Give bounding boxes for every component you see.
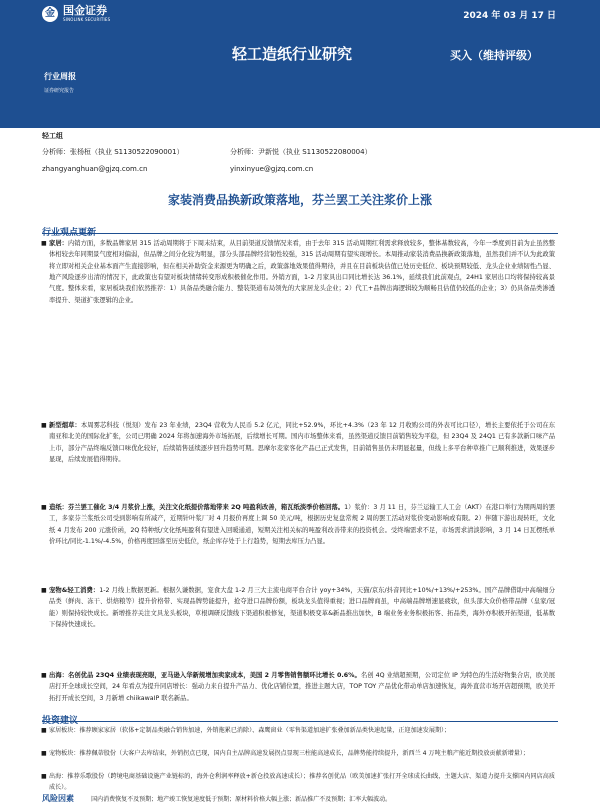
bullet-square-icon: ■ bbox=[41, 672, 47, 679]
section-advice-header bbox=[42, 708, 558, 726]
view-furniture bbox=[41, 238, 556, 306]
view-overseas bbox=[41, 670, 555, 704]
report-subtype: 证券研究报告 bbox=[44, 88, 75, 94]
report-title: 轻工造纸行业研究 bbox=[232, 45, 353, 63]
view-label: 出海：名创优品 23Q4 业绩表现亮眼，亚马逊入华新规增加卖家成本，美国 2 月零售销售额环比增长 0.6%。 bbox=[49, 672, 361, 679]
view-label: 家居： bbox=[49, 240, 68, 247]
analyst-1: 分析师：张杨桓（执业 S1130522090001） bbox=[42, 148, 184, 156]
view-text: 1）浆价：3 月 11 日，芬兰运输工人工会（AKT）在港口举行为期两周的罢工，多家芬兰浆纸公司受到影响有所减产，近期针叶浆厂对 4 月报价再度上调 50 美元/吨，根据历史复盘常规 2 周的罢工活动对浆价变动影响或有限。2）伴随下游出现转旺，文化纸 4 月发布 200 元涨价函，2Q 特种纸/文化纸吨盈利有望进入回暖通道，短期关注相关标的吨盈利改善带来的投资机会。受终端需求不足，市场需求清淡影响，3 月 14 日瓦楞纸单价环比/同比-1.1%/-4.5%，价格再度回落至历史低位，纸企库存处于上行趋势，短期去库压力凸显。 bbox=[49, 504, 555, 546]
section-views-header bbox=[42, 220, 558, 238]
section-advice-title: 投资建议 bbox=[42, 716, 79, 726]
analyst-1-email[interactable]: zhangyanghuan@gjzq.com.cn bbox=[42, 165, 148, 173]
view-text: 名创 4Q 业绩超预期，公司定位 IP 为特色的生活好物集合店，欧美展店打开全球成长空间，24 年看点为提升同店增长：强动力来自提升产品力、优化店铺位置，推进主题大店，TOP TOY 产品优化带动单店加速恢复，海外直营市场开店超预期，欧美开拓打开成长空间，3 月新增 chiikawaIP 联名新品。 bbox=[49, 672, 555, 702]
rating-badge: 买入（维持评级） bbox=[450, 49, 538, 62]
bullet-square-icon: ■ bbox=[41, 240, 47, 247]
advice-pet bbox=[41, 748, 555, 759]
view-label: 新型烟草： bbox=[49, 422, 81, 429]
advice-text: 家居板块：推荐顾家家居（软体+定制品类融合销售加速，外销拖累已消除）、森鹰窗业（零售渠道加速扩张叠加新品类快速起量，正迎加速发展期）； bbox=[49, 727, 451, 734]
bullet-square-icon: ■ bbox=[41, 504, 47, 511]
view-text: 内销方面，多数品牌家居 315 活动周期将于下周末结束，从目前渠道反馈情况来看，由于去年 315 活动周期红利需求释放较多，整体基数较高，今年一季度到目前为止虽然整体相较去年同期景气度相对偏弱，但品牌之间分化较为明显，部分头部品牌经营韧性较强，315 活动周期有望实现增长。本周推动家装消费品换新政策落地，虽然我们并不认为此政策将立即对相关企业基本面产生直接影响，但在相关补助资金来源更为明确之后，政策落地效果值得期待，并且在目前板块估值已处历史低位、板块预期较低、龙头企业业绩韧性凸显、地产风险逐步出清的情况下，此政策也有望对板块情绪转变形成积极催化作用。外销方面，1-2 月家具出口同比增长达 36.1%，延续我们此前观点，24H1 家居出口均将保持较高景气度。整体来看，家居板块我们依然推荐：1）具备品类融合能力、整装渠道布局领先的大家居龙头企业；2）代工+品牌出海逻辑较为顺畅且估值仍较低的企业；3）仍具备品类渗透率提升、渠道扩张逻辑的企业。 bbox=[49, 240, 556, 304]
report-type: 行业周报 bbox=[44, 72, 76, 81]
bullet-square-icon: ■ bbox=[41, 422, 47, 429]
advice-furniture bbox=[41, 725, 555, 736]
logo-icon: 金 bbox=[42, 6, 58, 22]
report-headline: 家装消费品换新政策落地，芬兰罢工关注浆价上涨 bbox=[167, 193, 432, 207]
logo-name-cn: 国金证券 bbox=[63, 4, 107, 17]
view-label: 造纸：芬兰罢工催化 3/4 月浆价上涨，关注文化纸提价落地带来 2Q 吨盈利改善，箱瓦纸淡季价格回落。 bbox=[49, 504, 345, 511]
bullet-square-icon: ■ bbox=[41, 750, 47, 757]
view-text: 1-2 月线上数据更新。根据久谦数据，宠食大盘 1-2 月三大主流电商平台合计 yoy+34%，天猫/京东/抖音同比+10%/+13%/+253%。国产品牌借助中高端细分品类（鲜肉、冻干、烘焙粮等）提升价格带、实现品牌势能提升，抢夺进口品牌份额，板块龙头值得重视；进口品牌商虽，中高端品牌增速显疲软，但头部大众价格带品牌（皇家/冠能）则保持较快成长。新增推荐关注文具龙头板块，草根调研反馈线下渠道积极修复，渠道积极变革&新品推出加快，B 端业务业务积极拓客、拓品类，海外亦积极开拓渠道，低基数下保持快速成长。 bbox=[49, 587, 555, 629]
section-risk-header bbox=[42, 786, 558, 803]
view-text: 本周雾芯科技（悦刻）发布 23 年业绩，23Q4 营收为人民币 5.2 亿元，同比+52.9%，环比+4.3%（23 年 12 月收购公司的外表可比口径），增长主要依托于公司在东南亚和北美的国际化扩张，公司已明确 2024 年将加速海外市场拓展，后续增长可期。国内市场整体来看，虽然渠道反馈目前销售较为平稳，但 23Q4 及 24Q1 已有多款新口味产品上市，部分产品终端反馈口味优化较好，后续销售延续逐步回升趋势可期。思摩尔麦家客化产品已正式发售，目前销售虽仍未明显起量，但线上多平台种草推广已顺利推进，效果逐步显现，后续发展值得期待。 bbox=[49, 422, 556, 464]
risk-text: 国内消费恢复不及预期；地产竣工恢复速度低于预期；原材料价格大幅上涨；新品推广不及预期；汇率大幅波动。 bbox=[91, 796, 392, 803]
brand-logo bbox=[42, 5, 110, 22]
view-e-cigarette bbox=[41, 420, 556, 465]
team-label: 轻工组 bbox=[42, 132, 63, 140]
advice-text: 出海：推荐乐歌股份（跨境电商基础设施产业链标的，海外仓利润率释放+新仓投放高速成长）；推荐名创优品（欧美加速扩张打开全球成长曲线，主题大店、渠道力提升支撑国内同店高质成长）。 bbox=[49, 773, 555, 792]
view-label: 宠物&轻工消费： bbox=[49, 587, 100, 594]
analyst-2: 分析师：尹新悦（执业 S1130522080004） bbox=[230, 148, 372, 156]
analyst-2-email[interactable]: yinxinyue@gjzq.com.cn bbox=[230, 165, 314, 173]
bullet-square-icon: ■ bbox=[41, 587, 47, 594]
section-risk-title: 风险因素 bbox=[42, 794, 74, 803]
report-header bbox=[0, 0, 600, 128]
bullet-square-icon: ■ bbox=[41, 727, 47, 734]
logo-name-en: SINOLINK SECURITIES bbox=[63, 17, 111, 22]
bullet-square-icon: ■ bbox=[41, 773, 47, 780]
advice-text: 宠物板块：推荐佩蒂股份（大客户去库结束，外销拐点已现，国内自主品牌高速发展拐点显现三柱能高速成长，品牌势能持续提升，新西兰 4 万吨主粮产能近期投放贡献新增量）； bbox=[49, 750, 530, 757]
report-date: 2024 年 03 月 17 日 bbox=[463, 11, 556, 21]
section-views-title: 行业观点更新 bbox=[42, 228, 97, 238]
view-paper bbox=[41, 502, 555, 547]
view-pet-consumer bbox=[41, 585, 555, 630]
